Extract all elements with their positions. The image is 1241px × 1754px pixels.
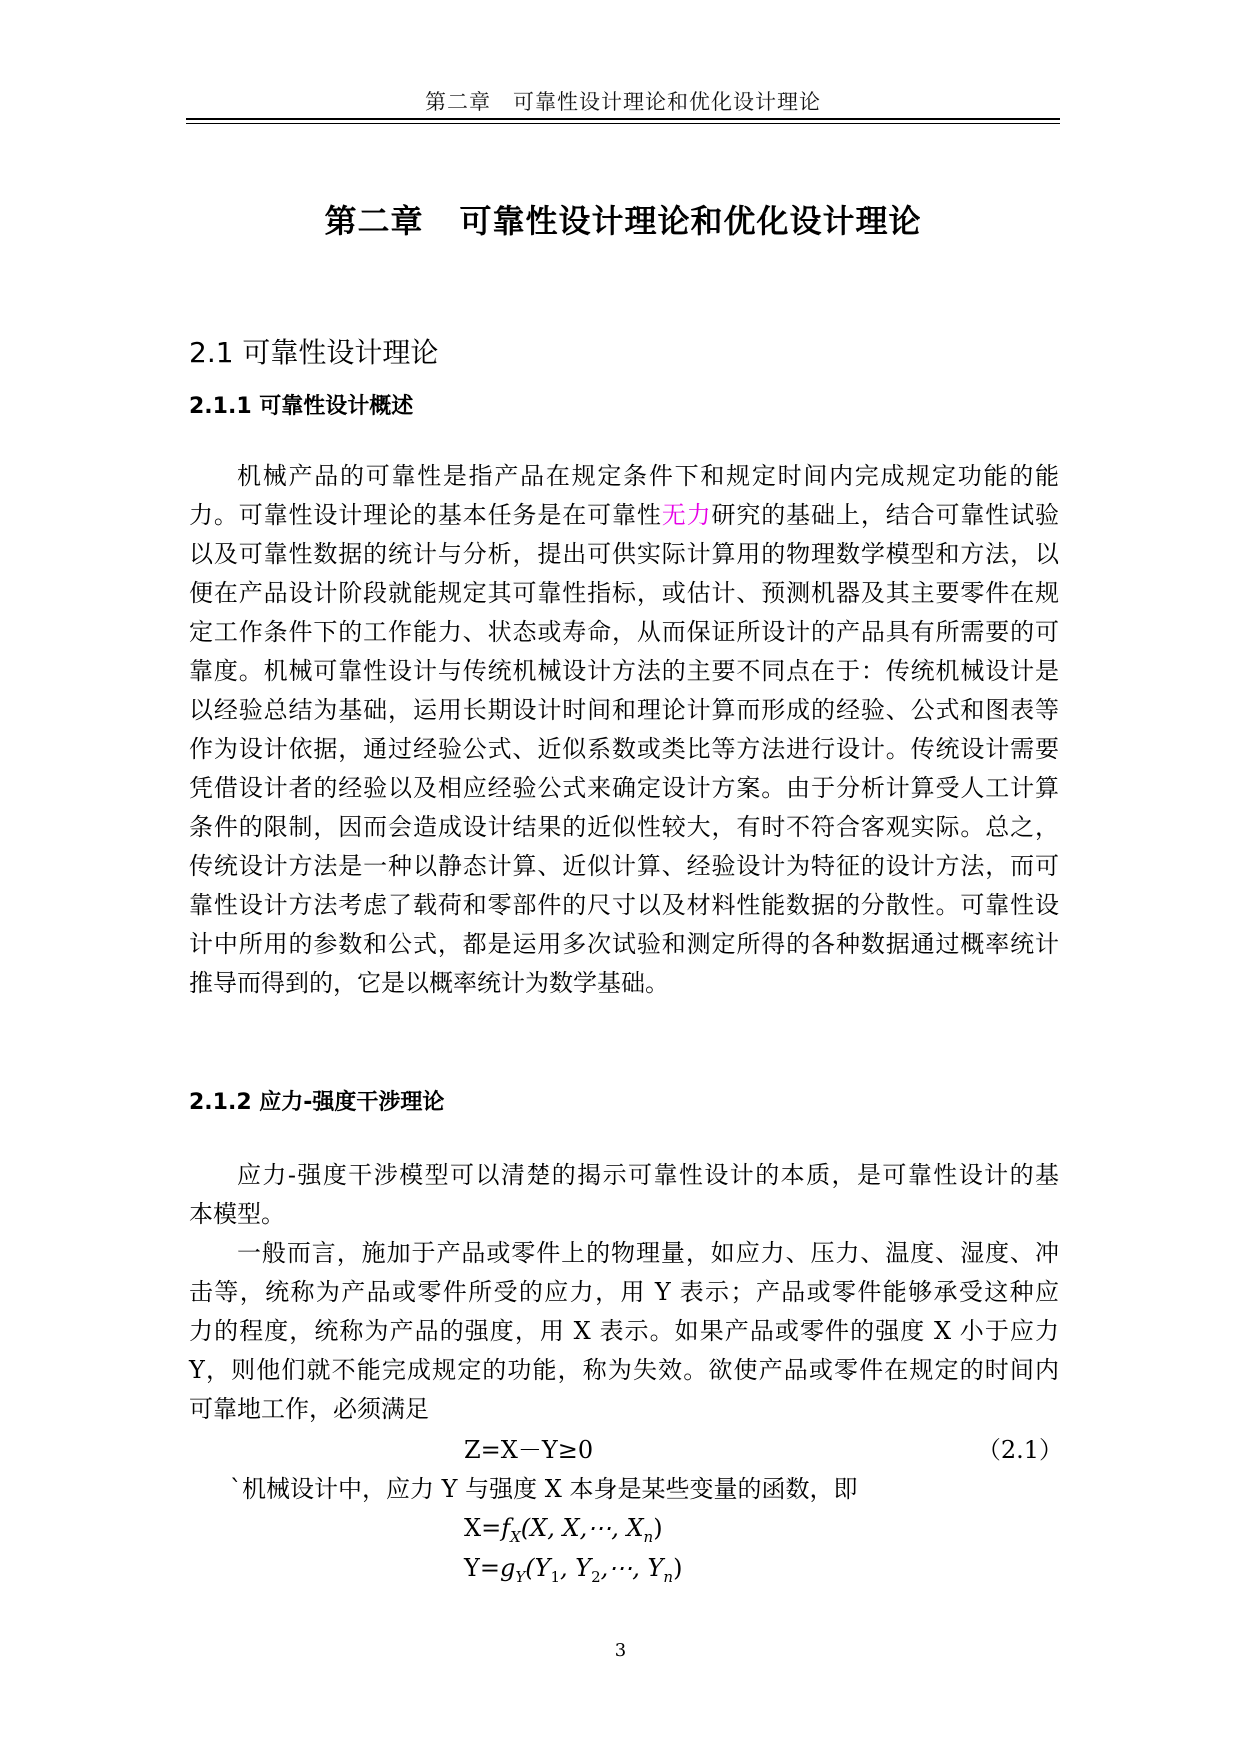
text-line: 力的程度，统称为产品的强度，用 X 表示。如果产品或零件的强度 X 小于应力 <box>189 1317 1059 1345</box>
paragraph-function-intro <box>230 1470 1060 1509</box>
text-line: 一般而言，施加于产品或零件上的物理量，如应力、压力、温度、湿度、冲 <box>237 1239 1059 1267</box>
chapter-number: 第二章 <box>324 202 424 240</box>
text-line: 本模型。 <box>189 1200 285 1228</box>
text-line: 可靠地工作，必须满足 <box>189 1395 429 1423</box>
text-line: 作为设计依据，通过经验公式、近似系数或类比等方法进行设计。传统设计需要 <box>189 735 1059 763</box>
highlighted-text: 无力 <box>661 501 712 529</box>
text-line: 计中所用的参数和公式，都是运用多次试验和测定所得的各种数据通过概率统计 <box>189 930 1059 958</box>
text-line: Y，则他们就不能完成规定的功能，称为失效。欲使产品或零件在规定的时间内 <box>189 1356 1059 1384</box>
text-line: 凭借设计者的经验以及相应经验公式来确定设计方案。由于分析计算受人工计算 <box>189 774 1059 802</box>
text-line: 定工作条件下的工作能力、状态或寿命，从而保证所设计的产品具有所需要的可 <box>189 618 1059 646</box>
text-line: 以及可靠性数据的统计与分析，提出可供实际计算用的物理数学模型和方法，以 <box>189 540 1059 568</box>
page-number: 3 <box>614 1640 627 1661</box>
text-line: 推导而得到的，它是以概率统计为数学基础。 <box>189 969 669 997</box>
text-line: 传统设计方法是一种以静态计算、近似计算、经验设计为特征的设计方法，而可 <box>189 852 1059 880</box>
text-line: 便在产品设计阶段就能规定其可靠性指标，或估计、预测机器及其主要零件在规 <box>189 579 1059 607</box>
text-line: 以经验总结为基础，运用长期设计时间和理论计算而形成的经验、公式和图表等 <box>189 696 1059 724</box>
text-line: 靠性设计方法考虑了载荷和零部件的尺寸以及材料性能数据的分散性。可靠性设 <box>189 891 1059 919</box>
equation-number: （2.1） <box>976 1436 1063 1464</box>
header-rule <box>186 118 1060 120</box>
section-heading-2-1: 2.1 可靠性设计理论 <box>189 336 439 369</box>
header-rule-thin <box>186 123 1060 124</box>
text-line: `机械设计中，应力 Y 与强度 X 本身是某些变量的函数，即 <box>230 1475 858 1503</box>
equation-strength-function: $X=f_X(X$, X,⋯, $X_n$) <box>464 1514 663 1546</box>
text-line: 机械产品的可靠性是指产品在规定条件下和规定时间内完成规定功能的能 <box>237 462 1059 490</box>
section-heading-2-1-1: 2.1.1 可靠性设计概述 <box>189 394 414 419</box>
text-line: 条件的限制，因而会造成设计结果的近似性较大，有时不符合客观实际。总之， <box>189 813 1059 841</box>
section-heading-2-1-2: 2.1.2 应力-强度干涉理论 <box>189 1090 445 1115</box>
text-line: 应力-强度干涉模型可以清楚的揭示可靠性设计的本质，是可靠性设计的基 <box>237 1161 1059 1189</box>
chapter-name: 可靠性设计理论和优化设计理论 <box>459 202 922 240</box>
equation-stress-function: $Y=g_Y(Y_1$, $Y_2,\cdots$, $Y_n$) <box>464 1554 683 1586</box>
equation-2-1: Z=X－Y≥0 <box>464 1436 594 1464</box>
running-header: 第二章 可靠性设计理论和优化设计理论 <box>425 90 821 114</box>
paragraph-reliability-overview <box>189 457 1059 1003</box>
text-line: 力。可靠性设计理论的基本任务是在可靠性无力研究的基础上，结合可靠性试验 <box>189 501 1060 529</box>
paragraph-stress-strength <box>189 1234 1059 1429</box>
text-line: 击等，统称为产品或零件所受的应力，用 Y 表示；产品或零件能够承受这种应 <box>189 1278 1059 1306</box>
chapter-title <box>186 196 1060 242</box>
paragraph-interference-model <box>189 1156 1059 1234</box>
text-line: 靠度。机械可靠性设计与传统机械设计方法的主要不同点在于：传统机械设计是 <box>189 657 1059 685</box>
